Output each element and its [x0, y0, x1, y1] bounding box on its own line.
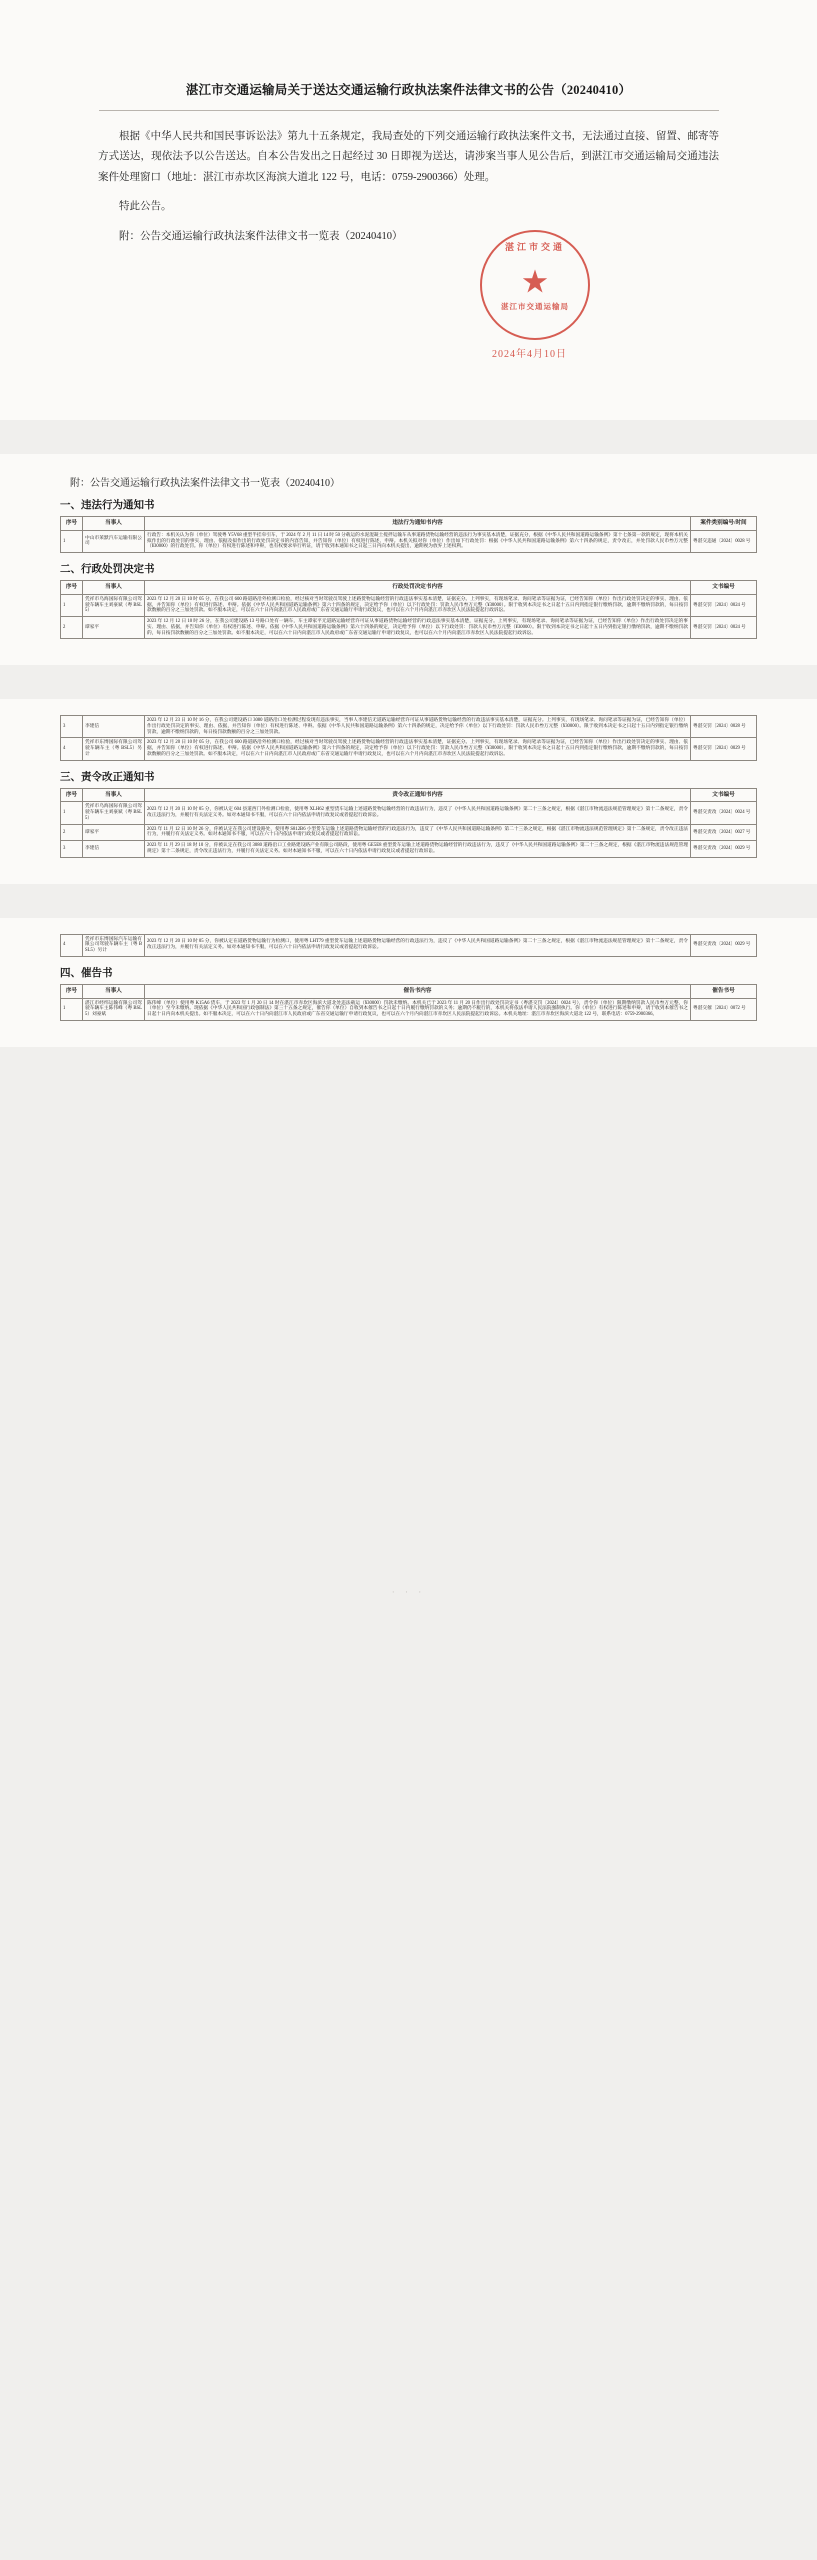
- table-sheet-3: [0, 918, 817, 1047]
- table-penalty-decision-continued: [60, 715, 757, 760]
- cell-number: 粤湛交责改〔2024〕0029 号: [691, 841, 757, 857]
- seal-top-text: 湛江市交通: [504, 242, 565, 252]
- section-heading-3: 三、责令改正通知书: [60, 771, 155, 783]
- cell-index: 3: [61, 716, 83, 738]
- table-sheet-1: [0, 454, 817, 665]
- sheet-gap-1: [0, 420, 817, 454]
- cell-content: 2023 年 12 月 20 日 10 时 05 分，你被认定 604 县道西门外检测口检验，使用粤 XLH62 重型货车运输上述道路货物运输经营的行政违法行为，违反了《中华人民共和国道路运输条例》第二十三条之规定，根据《湛江市物流违法规范管理规定》第十二条规定，责令改正违法行为，并履行有关法定义务。如对本通知书不服，可以在六十日内依法申请行政复议或者提起行政诉讼。: [145, 802, 691, 824]
- table-header-row: [61, 984, 757, 998]
- cell-index: 1: [61, 998, 83, 1020]
- cell-index: 4: [61, 934, 83, 956]
- section-heading-1: 一、违法行为通知书: [60, 500, 155, 511]
- col-index: 序号: [61, 581, 83, 595]
- cell-content: 2023 年 12 月 23 日 10 时 16 分，在我公司建设路口 3080 道路沿口处检测过程发现有违法事实，当事人李建信无道路运输经营许可证从事道路货物运输经营的行政违法事实基本清楚，证据充分。上列事实，有现场笔录、询问笔录等证据为证，已经告知你（单位）作出行政处罚决定的事实、理由、依据，并告知你（单位）有权进行陈述、申辩。依据《中华人民共和国道路运输条例》第六十四条的规定，决定给予你（单位）以下行政处罚：罚款人民币叁万元整（¥30000）。限于收到本决定书之日起十五日内到指定银行缴纳罚款，逾期不缴纳罚款的，每日按罚款数额的百分之三加处罚款。: [145, 716, 691, 738]
- col-content: 违法行为通知书内容: [145, 517, 691, 531]
- sheet-gap-2: [0, 665, 817, 699]
- cell-number: 粤湛交罚〔2024〕0028 号: [691, 716, 757, 738]
- cell-index: 3: [61, 841, 83, 857]
- table-violation-notice: [60, 516, 757, 553]
- seal-star-icon: ★: [521, 268, 548, 297]
- cell-party: 李建信: [83, 716, 145, 738]
- table-row: [61, 617, 757, 639]
- cell-content: 陈伟峰（单位）使用粤 K15A6 货车，于 2023 年 1 月 20 日 14 时在湛江市赤坎区海滨大道北处违法载运（¥30000）罚款未缴纳。本机关已于 2023 年 11 月 20 日作出行政处罚决定书（粤湛交罚〔2024〕0024 号），责令你（单位）限期缴纳罚款人民币叁万元整，你（单位）至今未缴纳。现依据《中华人民共和国行政强制法》第三十五条之规定，催告你（单位）自收到本催告书之日起十日内履行缴纳罚款的义务；逾期仍不履行的，本机关将依法申请人民法院强制执行。你（单位）有权进行陈述和申辩，请于收到本催告书之日起十日内向本机关提出。如不服本决定，可以在六十日内向湛江市人民政府或广东省交通运输厅申请行政复议，也可以在六个月内向湛江市赤坎区人民法院提起行政诉讼。本机关地址：湛江市赤坎区海滨大道北 122 号，联系电话：0759-2900366。: [145, 998, 691, 1020]
- table-row: [61, 716, 757, 738]
- col-content: 行政处罚决定书内容: [145, 581, 691, 595]
- seal-bottom-text: 湛江市交通运输局: [501, 302, 569, 311]
- cell-index: 2: [61, 617, 83, 639]
- table-penalty-decision: [60, 580, 757, 639]
- table-correction-order-continued: [60, 934, 757, 957]
- table-row: [61, 934, 757, 956]
- col-number: 案件类别编号/时间: [691, 517, 757, 531]
- announcement-paragraph-3: 附：公告交通运输行政执法案件法律文书一览表（20240410）: [119, 230, 403, 242]
- cell-party: 谭家平: [83, 617, 145, 639]
- col-content: 责令改正通知书内容: [145, 788, 691, 802]
- cell-number: 粤湛交违通〔2024〕0028 号: [691, 530, 757, 552]
- table-header-row: [61, 788, 757, 802]
- table-row: [61, 594, 757, 616]
- title-divider: [99, 110, 719, 111]
- cell-index: 1: [61, 802, 83, 824]
- col-party: 当事人: [83, 581, 145, 595]
- page-title: 湛江市交通运输局关于送达交通运输行政执法案件法律文书的公告（20240410）: [185, 83, 632, 97]
- table-correction-order: [60, 788, 757, 858]
- cell-party: 李建信: [83, 841, 145, 857]
- section-heading-2: 二、行政处罚决定书: [60, 564, 155, 576]
- attachment-label: 附：公告交通运输行政执法案件法律文书一览表（20240410）: [70, 478, 340, 489]
- col-number: 催告书号: [691, 984, 757, 998]
- cell-content: 2023 年 12 月 20 日 10 时 05 分，在我公司 600 路道路沿外检测口检验，经过核对当时驾驶员驾驶上述路货物运输经营的行政违法事实基本清楚，证据充分。上列事实，有现场笔录、询问笔录等证据为证，已经告知你（单位）作出行政处罚决定的事实、理由、依据，并告知你（单位）有权进行陈述、申辩。依据《中华人民共和国道路运输条例》第六十四条的规定，决定给予你（单位）以下行政处罚：罚款人民币叁万元整（¥30000）。限于收到本决定书之日起十五日内到指定银行缴纳罚款，逾期不缴纳罚款的，每日按罚款数额的百分之三加处罚款。如不服本决定，可以在六十日内向湛江市人民政府或广东省交通运输厅申请行政复议，也可以在六个月内向湛江市赤坎区人民法院提起行政诉讼。: [145, 594, 691, 616]
- announcement-sheet: [0, 0, 817, 420]
- table-header-row: [61, 517, 757, 531]
- official-seal-icon: [480, 230, 590, 340]
- cell-content: 2023 年 12 月 20 日 10 时 05 分，在我公司 600 路道路沿外检测口检验，经过核对当时驾驶员驾驶上述路货物运输经营的行政违法事实基本清楚，证据充分。上列事实，有现场笔录、询问笔录等证据为证，已经告知你（单位）作出行政处罚决定的事实、理由、依据，并告知你（单位）有权进行陈述、申辩。依据《中华人民共和国道路运输条例》第六十四条的规定，决定给予你（单位）以下行政处罚：罚款人民币叁万元整（¥30000）。限于收到本决定书之日起十五日内到指定银行缴纳罚款，逾期不缴纳罚款的，每日按罚款数额的百分之三加处罚款。如不服本决定，可以在六十日内向湛江市人民政府或广东省交通运输厅申请行政复议，也可以在六个月内向湛江市赤坎区人民法院提起行政诉讼。: [145, 738, 691, 760]
- col-party: 当事人: [83, 517, 145, 531]
- cell-index: 2: [61, 824, 83, 840]
- cell-number: 粤湛交责改〔2024〕0029 号: [691, 934, 757, 956]
- table-row: [61, 738, 757, 760]
- cell-number: 粤湛交责改〔2024〕0024 号: [691, 802, 757, 824]
- col-number: 文书编号: [691, 788, 757, 802]
- col-number: 文书编号: [691, 581, 757, 595]
- cell-party: 凭祥市乌海国际有限公司驾驶车辆车主刘豪斌（粤 BSL5）: [83, 594, 145, 616]
- cell-party: 中山市莱默汽车运输有限公司: [83, 530, 145, 552]
- col-content: 催告书内容: [145, 984, 691, 998]
- cell-content: 2023 年 11 月 12 日 10 时 26 分，你被认定在我公司建设路处，使用粤 S812B6 小型货车运输上述道路货物运输经营的行政违法行为，违反了《中华人民共和国道路运输条例》第二十三条之规定，根据《湛江市物流违法规范管理规定》第十二条规定，责令改正违法行为，并履行有关法定义务。如对本通知书不服，可以在六十日内依法申请行政复议或者提起行政诉讼。: [145, 824, 691, 840]
- col-index: 序号: [61, 517, 83, 531]
- section-heading-4: 四、催告书: [60, 967, 113, 979]
- table-row: [61, 802, 757, 824]
- page-footer-ornament: · · ·: [391, 1586, 426, 1597]
- col-index: 序号: [61, 788, 83, 802]
- col-party: 当事人: [83, 984, 145, 998]
- cell-content: 行政告：本机关认为你（单位）驾驶粤 Y5V68 重型半挂牵引车，于 2024 年 2 月 11 日 14 时 50 分载运的水泥混凝土搅拌运输车从事道路货物运输经营的违法行为事实基本清楚，证据充分，根据《中华人民共和国道路运输条例》第十七条第一款的规定，现将本机关拟作出的行政处罚的事实、理由、依据及拟作出的行政处罚决定书的内容告知，并告知你（单位）有权进行陈述、申辩。本机关拟对你（单位）作出如下行政处罚：根据《中华人民共和国道路运输条例》第六十四条的规定，责令改正，并处罚款人民币叁万元整（¥30000）的行政处罚。你（单位）有权进行陈述和申辩，也有权要求举行听证，请于收到本通知书之日起三日内向本机关提出，逾期视为放弃上述权利。: [145, 530, 691, 552]
- table-row: [61, 824, 757, 840]
- cell-number: 粤湛交罚〔2024〕0029 号: [691, 738, 757, 760]
- cell-index: 1: [61, 530, 83, 552]
- cell-party: 湛江市经纬运输有限公司驾驶车辆车主陈伟峰（粤 BSL5）刘豪斌: [83, 998, 145, 1020]
- cell-number: 粤湛交罚〔2024〕0024 号: [691, 594, 757, 616]
- cell-party: 谭家平: [83, 824, 145, 840]
- cell-number: 粤湛交罚〔2024〕0024 号: [691, 617, 757, 639]
- table-header-row: [61, 581, 757, 595]
- col-party: 当事人: [83, 788, 145, 802]
- cell-content: 2023 年 12 月 20 日 10 时 05 分，你被认定在道路货物运输行为检测口，使用粤 LHT79 重型货车运输上述道路货物运输经营的行政违法行为，违反了《中华人民共和国道路运输条例》第二十三条之规定，根据《湛江市物流违法规范管理规定》第十二条规定，责令改正违法行为，并履行有关法定义务。如对本通知书不服，可以在六十日内依法申请行政复议或者提起行政诉讼。: [145, 934, 691, 956]
- cell-number: 粤湛交催〔2024〕0072 号: [691, 998, 757, 1020]
- cell-party: 凭祥市东博国际汽车运输有限公司驾驶车辆车主（粤 BSL5）另计: [83, 934, 145, 956]
- sheet-gap-3: [0, 884, 817, 918]
- announcement-paragraph-2: 特此公告。: [119, 201, 172, 213]
- table-row: [61, 530, 757, 552]
- cell-index: 1: [61, 594, 83, 616]
- col-index: 序号: [61, 984, 83, 998]
- cell-party: 凭祥市乌海国际有限公司驾驶车辆车主刘豪斌（粤 BSL5）: [83, 802, 145, 824]
- table-urging-notice: [60, 984, 757, 1021]
- cell-index: 4: [61, 738, 83, 760]
- table-sheet-2: [0, 699, 817, 883]
- cell-party: 凭祥市东博国际有限公司驾驶车辆车主（粤 BSL5）另计: [83, 738, 145, 760]
- table-row: [61, 841, 757, 857]
- table-row: [61, 998, 757, 1020]
- cell-number: 粤湛交责改〔2024〕0027 号: [691, 824, 757, 840]
- seal-date: 2024年4月10日: [492, 349, 567, 360]
- announcement-paragraph-1: 根据《中华人民共和国民事诉讼法》第九十五条规定，我局查处的下列交通运输行政执法案件文书，无法通过直接、留置、邮寄等方式送达，现依法予以公告送达。自本公告发出之日起经过 30 日即视为送达，请涉案当事人见公告后，到湛江市交通运输局交通违法案件处理窗口（地址：湛江市赤坎区海滨大道北 122 号，电话：0759-2900366）处理。: [98, 131, 719, 183]
- page-bottom-area: [0, 1047, 817, 1647]
- cell-content: 2023 年 12 月 12 日 10 时 26 分，在我公司建设路 13 号路口处有一辆车，车主谭家平无道路运输经营许可证从事道路货物运输经营的行政违法事实基本清楚，证据充分。上列事实，有现场笔录、询问笔录等证据为证，已经告知你（单位）作出行政处罚决定的事实、理由、依据，并告知你（单位）有权进行陈述、申辩。依据《中华人民共和国道路运输条例》第六十四条的规定，决定给予你（单位）以下行政处罚：罚款人民币叁万元整（¥30000）。限于收到本决定书之日起十五日内到指定银行缴纳罚款，逾期不缴纳罚款的，每日按罚款数额的百分之三加处罚款。如不服本决定，可以在六十日内向湛江市人民政府或广东省交通运输厅申请行政复议，也可以在六个月内向湛江市赤坎区人民法院提起行政诉讼。: [145, 617, 691, 639]
- cell-content: 2023 年 11 月 29 日 18 时 10 分，你被认定在我公司 3080 道路沿口工业路建设路产业有限公司路段，使用粤 GE5E8 重型货车运输上述道路货物运输经营的行政违法行为，违反了《中华人民共和国道路运输条例》第二十三条之规定，根据《湛江市物流违法规范管理规定》第十二条规定，责令改正违法行为，并履行有关法定义务。如对本通知书不服，可以在六十日内依法申请行政复议或者提起行政诉讼。: [145, 841, 691, 857]
